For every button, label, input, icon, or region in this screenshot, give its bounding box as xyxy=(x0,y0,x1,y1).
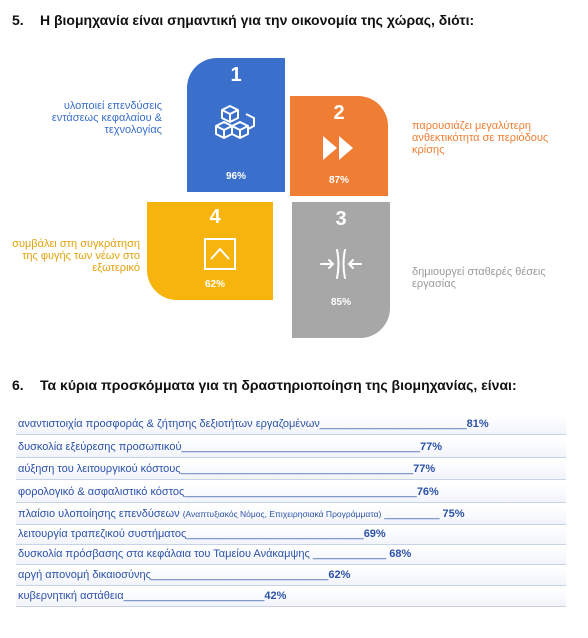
obstacle-value: 77% xyxy=(420,441,443,453)
tile-2-caption: παρουσιάζει μεγαλύτερη ανθεκτικότητα σε περιόδους κρίσης xyxy=(412,120,549,156)
compress-arrows-icon xyxy=(292,242,390,286)
tile-1-number: 1 xyxy=(230,64,242,86)
tile-4-caption: συμβάλει στη συγκράτηση της φυγής των νέων στο εξωτερικό xyxy=(12,238,140,274)
question-6-text: Τα κύρια προσκόμματα για τη δραστηριοποίηση της βιομηχανίας, είναι: xyxy=(40,377,517,393)
question-5-number: 5. xyxy=(12,12,24,28)
cubes-icon xyxy=(187,102,285,146)
obstacle-label: πλαίσιο υλοποίησης επενδύσεων xyxy=(18,508,180,520)
obstacle-note: (Αναπτυξιακός Νόμος, Επιχειρησιακά Προγράμματα) xyxy=(182,509,382,519)
tile-1-percent: 96% xyxy=(225,171,246,182)
obstacle-label: δυσκολία εξεύρεσης προσωπικού xyxy=(18,441,182,453)
tile-2-number: 2 xyxy=(333,102,345,124)
reason-tile-4 xyxy=(147,202,273,300)
tile-3-percent: 85% xyxy=(330,297,351,308)
obstacle-dashes: _______________________ xyxy=(123,590,265,602)
obstacle-dashes: _____________________________ xyxy=(186,528,364,540)
obstacle-value: 69% xyxy=(363,528,386,540)
obstacle-dashes: _________ xyxy=(384,508,440,520)
obstacle-row xyxy=(16,506,566,525)
obstacle-dashes: ______________________________________ xyxy=(184,486,417,498)
obstacle-dashes: _______________________________________ xyxy=(181,441,421,453)
obstacle-row xyxy=(16,546,566,565)
question-5-text: Η βιομηχανία είναι σημαντική για την οικονομία της χώρας, διότι: xyxy=(40,12,475,28)
obstacle-value: 75% xyxy=(442,508,465,520)
obstacle-dashes: ________________________ xyxy=(319,418,467,430)
obstacle-label: κυβερνητική αστάθεια xyxy=(18,590,124,602)
tile-2-percent: 87% xyxy=(328,175,349,186)
tile-3-caption: δημιουργεί σταθερές θέσεις εργασίας xyxy=(412,266,546,290)
obstacle-row xyxy=(16,526,566,545)
obstacle-value: 62% xyxy=(328,569,351,581)
obstacle-value: 68% xyxy=(389,548,412,560)
obstacle-dashes: ______________________________________ xyxy=(180,463,414,475)
obstacle-label: αργή απονομή δικαιοσύνης xyxy=(18,569,151,581)
obstacle-value: 42% xyxy=(264,590,287,602)
question-6-number: 6. xyxy=(12,377,24,393)
reason-tile-1 xyxy=(187,58,285,192)
fast-forward-icon xyxy=(290,126,388,170)
obstacle-label: δυσκολία πρόσβασης στα κεφάλαια του Ταμείου Ανάκαμψης xyxy=(18,548,310,560)
obstacle-label: φορολογικό & ασφαλιστικό κόστος xyxy=(18,486,185,498)
obstacle-row xyxy=(16,567,566,586)
reason-tile-2 xyxy=(290,96,388,196)
obstacle-dashes: ____________ xyxy=(312,548,387,560)
tile-3-number: 3 xyxy=(335,208,347,230)
question-6-title xyxy=(12,377,517,393)
obstacle-label: αύξηση του λειτουργικού κόστους xyxy=(18,463,181,475)
obstacle-row xyxy=(16,461,566,480)
tile-4-number: 4 xyxy=(209,206,221,228)
obstacle-row xyxy=(16,439,566,458)
obstacle-row xyxy=(16,484,566,503)
obstacle-label: λειτουργία τραπεζικού συστήματος xyxy=(18,528,187,540)
question-5-title xyxy=(12,12,474,28)
reason-tile-3 xyxy=(292,202,390,338)
tile-4-percent: 62% xyxy=(204,279,225,290)
obstacle-value: 76% xyxy=(416,486,439,498)
chevron-up-box-icon xyxy=(157,232,283,276)
obstacle-dashes: _____________________________ xyxy=(150,569,329,581)
obstacle-value: 77% xyxy=(413,463,436,475)
obstacle-value: 81% xyxy=(466,418,489,430)
obstacle-row xyxy=(16,588,566,607)
obstacle-row xyxy=(16,416,566,435)
obstacle-label: αναντιστοιχία προσφοράς & ζήτησης δεξιοτήτων εργαζομένων xyxy=(18,418,320,430)
tile-1-caption: υλοποιεί επενδύσεις εντάσεως κεφαλαίου & τεχνολογίας xyxy=(51,100,162,136)
